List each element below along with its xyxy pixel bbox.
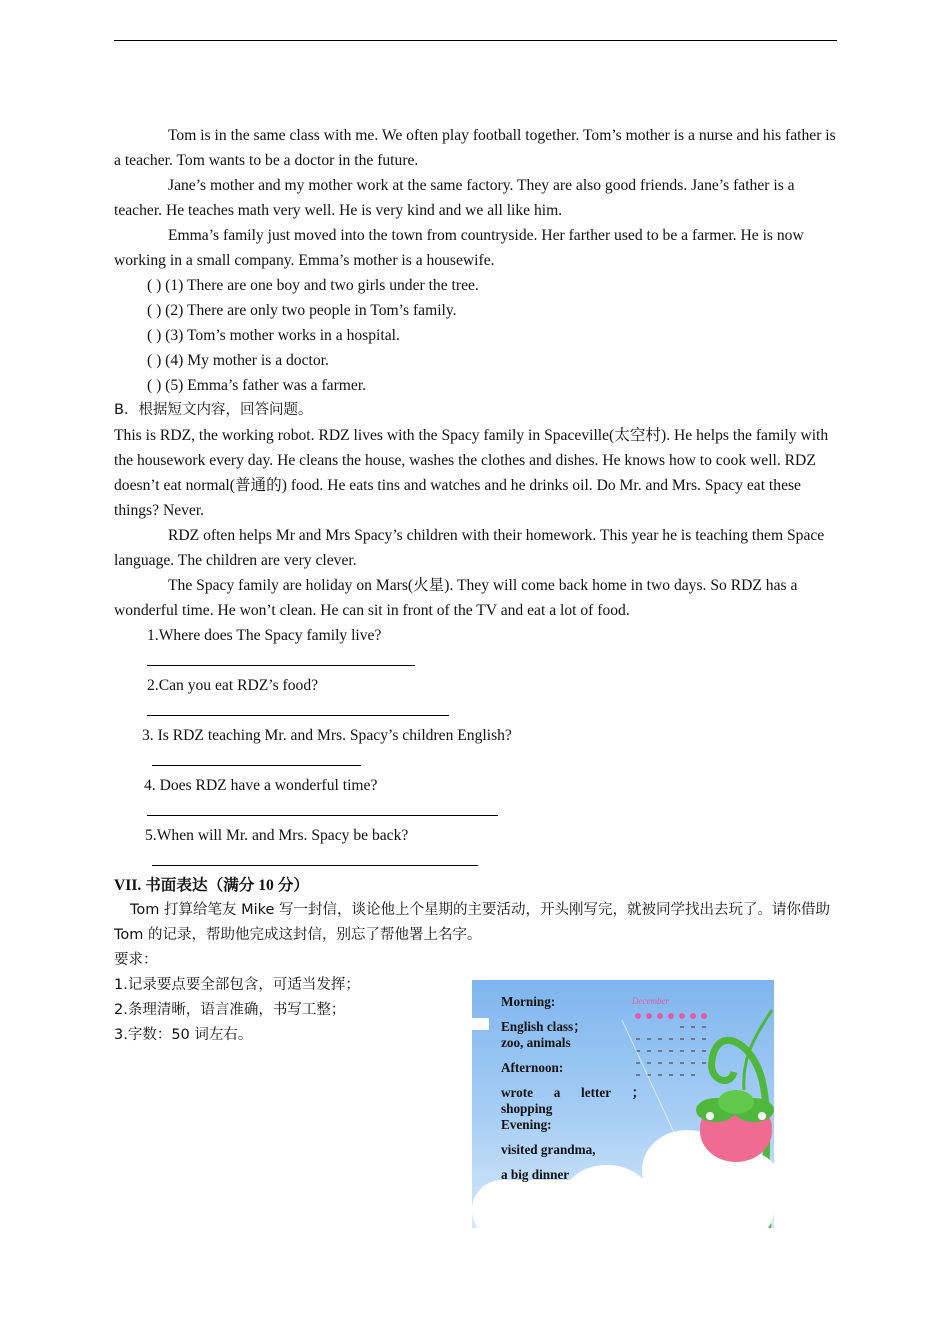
requirement-item: 2.条理清晰，语言准确，书写工整； bbox=[114, 1002, 346, 1018]
reading-question: 3. Is RDZ teaching Mr. and Mrs. Spacy’s children English? bbox=[142, 727, 512, 744]
part-b-heading: B．根据短文内容，回答问题。 bbox=[114, 402, 313, 418]
leaf-hat bbox=[696, 1088, 774, 1128]
reading-question: 1.Where does The Spacy family live? bbox=[147, 627, 382, 644]
afternoon-label: Afternoon: bbox=[501, 1060, 564, 1075]
reading-question: 5.When will Mr. and Mrs. Spacy be back? bbox=[145, 827, 409, 844]
true-false-question: ( ) (4) My mother is a doctor. bbox=[147, 352, 329, 369]
passage-a-paragraph: Tom is in the same class with me. We often play football together. Tom’s mother is a nurse and his father is a teacher. Tom wants to be a doctor in the future. bbox=[114, 127, 836, 169]
tom-notes-poster bbox=[472, 980, 774, 1228]
part-b-paragraph: This is RDZ, the working robot. RDZ lives with the Spacy family in Spaceville(太空村). He helps the family with the housework every day. He cleans the house, washes the clothes and dishes. He knows how to cook well. RDZ doesn’t eat normal(普通的) food. He eats tins and watches and he drinks oil. Do Mr. and Mrs. Spacy eat these things? Never. bbox=[114, 427, 829, 519]
header-rule bbox=[114, 40, 837, 41]
afternoon-word: ； bbox=[631, 1085, 645, 1100]
evening-items: visited grandma, bbox=[501, 1142, 596, 1157]
morning-items: English class； bbox=[501, 1019, 587, 1034]
morning-label: Morning: bbox=[501, 994, 556, 1009]
section-heading: VII. 书面表达（满分 10 分） bbox=[114, 877, 309, 894]
requirements-label: 要求： bbox=[114, 952, 158, 968]
evening-items: a big dinner bbox=[501, 1167, 570, 1182]
requirement-item: 3.字数：50 词左右。 bbox=[114, 1027, 253, 1043]
activity-notes bbox=[501, 994, 645, 1183]
afternoon-items bbox=[501, 1085, 645, 1101]
answer-line[interactable] bbox=[114, 648, 837, 673]
afternoon-word: wrote bbox=[501, 1085, 533, 1100]
true-false-question: ( ) (3) Tom’s mother works in a hospital. bbox=[147, 327, 400, 344]
answer-line[interactable] bbox=[114, 698, 837, 723]
answer-line[interactable] bbox=[114, 848, 837, 873]
true-false-question: ( ) (5) Emma’s father was a farmer. bbox=[147, 377, 367, 394]
answer-line[interactable] bbox=[114, 748, 837, 773]
afternoon-word: a bbox=[553, 1085, 561, 1100]
true-false-question: ( ) (2) There are only two people in Tom’s family. bbox=[147, 302, 457, 319]
passage-a-paragraph: Jane’s mother and my mother work at the same factory. They are also good friends. Jane’s father is a teacher. He teaches math very well. He is very kind and we all like him. bbox=[114, 177, 795, 219]
worksheet-content bbox=[114, 123, 837, 1048]
reading-question: 2.Can you eat RDZ’s food? bbox=[147, 677, 319, 694]
cloud bbox=[472, 1180, 774, 1228]
afternoon-items: shopping bbox=[501, 1101, 553, 1116]
requirement-item: 1.记录要点要全部包含，可适当发挥； bbox=[114, 977, 360, 993]
calendar-title: December bbox=[632, 996, 669, 1006]
true-false-question: ( ) (1) There are one boy and two girls under the tree. bbox=[147, 277, 479, 294]
afternoon-word: letter bbox=[581, 1085, 612, 1100]
passage-a-paragraph: Emma’s family just moved into the town from countryside. Her farther used to be a farmer. He is now working in a small company. Emma’s mother is a housewife. bbox=[114, 227, 804, 269]
part-b-paragraph: RDZ often helps Mr and Mrs Spacy’s children with their homework. This year he is teaching them Space language. The children are very clever. bbox=[114, 527, 825, 569]
evening-label: Evening: bbox=[501, 1117, 552, 1132]
writing-instructions: Tom 打算给笔友 Mike 写一封信，谈论他上个星期的主要活动，开头刚写完，就被同学找出去玩了。请你借助 Tom 的记录，帮助他完成这封信，别忘了帮他署上名字。 bbox=[114, 902, 831, 943]
part-b-paragraph: The Spacy family are holiday on Mars(火星). They will come back home in two days. So RDZ has a wonderful time. He won’t clean. He can sit in front of the TV and eat a lot of food. bbox=[114, 577, 798, 619]
reading-question: 4. Does RDZ have a wonderful time? bbox=[144, 777, 378, 794]
morning-items: zoo, animals bbox=[501, 1035, 571, 1050]
answer-line[interactable] bbox=[114, 798, 837, 823]
